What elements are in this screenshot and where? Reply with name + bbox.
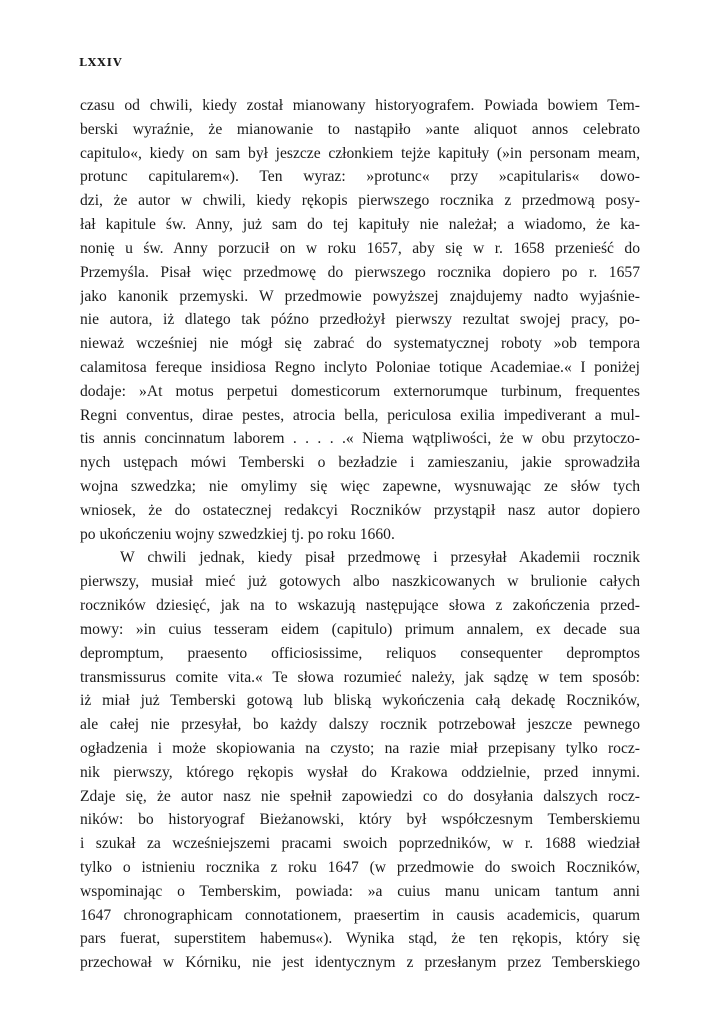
text-line: mowy: »in cuius tesseram eidem (capitulo) primum annalem, ex decade sua (80, 620, 640, 638)
text-line: Zdaje się, że autor nasz nie spełnił zapowiedzi co do dosyłania dalszych rocz- (80, 787, 640, 805)
text-line: ale całej nie przesyłał, bo każdy dalszy rocznik potrzebował jeszcze pewnego (80, 716, 640, 734)
text-line: wojna szwedzka; nie omylimy się więc zapewne, wysnuwając ze słów tych (80, 478, 640, 495)
text-line: nonię u św. Anny porzucił on w roku 1657, aby się w r. 1658 przenieść do (80, 239, 640, 257)
text-line: po ukończeniu wojny szwedzkiej tj. po roku 1660. (80, 525, 395, 543)
text-line: nie autora, iż dlatego tak późno przedłożył pierwszy rezultat swojej pracy, po- (80, 311, 640, 329)
page-number: LXXIV (79, 56, 123, 69)
text-line: Przemyśla. Pisał więc przedmowę do pierwszego rocznika dopiero po r. 1657 (80, 263, 640, 281)
text-line: iż miał już Temberski gotową lub bliską wykończenia całą dekadę Roczników, (80, 692, 640, 710)
text-line: depromptum, praesento officiosissime, reliquos consequenter depromptos (80, 644, 640, 662)
text-line: nik pierwszy, którego rękopis wysłał do Krakowa oddzielnie, przed innymi. (80, 763, 640, 781)
text-line: łał kapitule św. Anny, już sam do tej kapituły nie należał; a wiadomo, że ka- (80, 216, 640, 234)
text-line: protunc capitularem«). Ten wyraz: »protunc« przy »capitularis« dowo- (80, 168, 640, 186)
text-line: pierwszy, musiał mieć już gotowych albo naszkicowanych w brulionie całych (80, 573, 640, 591)
text-line: ników: bo historyograf Bieżanowski, który był współczesnym Temberskiemu (80, 811, 640, 829)
text-line: calamitosa fereque insidiosa Regno inclyto Poloniae totique Academiae.« I poniżej (80, 358, 640, 376)
text-line: pars fuerat, superstitem habemus«). Wynika stąd, że ten rękopis, który się (80, 930, 640, 948)
paragraph-start-line: W chwili jednak, kiedy pisał przedmowę i przesyłał Akademii rocznik (120, 549, 640, 567)
text-line: wniosek, że do ostatecznej redakcyi Roczników przystąpił nasz autor dopiero (80, 501, 640, 519)
text-line: berski wyraźnie, że mianowanie to nastąpiło »ante aliquot annos celebrato (80, 120, 640, 138)
body-text (80, 94, 640, 975)
text-line: wspominając o Temberskim, powiada: »a cuius manu unicam tantum anni (80, 882, 640, 900)
text-line: jako kanonik przemyski. W przedmowie powyższej znajdujemy nadto wyjaśnie- (80, 287, 640, 305)
text-line: ogładzenia i może skopiowania na czysto; na razie miał przepisany tylko rocz- (80, 739, 640, 757)
text-line: tis annis concinnatum laborem . . . . .« Niema wątpliwości, że w obu przytoczo- (80, 430, 640, 448)
text-line: dzi, że autor w chwili, kiedy rękopis pierwszego rocznika z przedmową posy- (80, 192, 640, 210)
text-line: nieważ wcześniej nie mógł się zabrać do systematycznej roboty »ob tempora (80, 335, 640, 353)
text-line: capitulo«, kiedy on sam był jeszcze członkiem tejże kapituły (»in personam meam, (80, 144, 640, 162)
text-line: i szukał za wcześniejszemi pracami swoich poprzedników, w r. 1688 wiedział (80, 835, 640, 853)
text-line: tylko o istnieniu rocznika z roku 1647 (w przedmowie do swoich Roczników, (80, 859, 640, 876)
text-line: transmissurus comite vita.« Te słowa rozumieć należy, jak sądzę w tem sposób: (80, 668, 640, 686)
text-line: Regni conventus, dirae pestes, atrocia bella, periculosa exilia impediverant a mul- (80, 406, 640, 424)
text-line: przechował w Kórniku, nie jest identycznym z przesłanym przez Temberskiego (80, 954, 640, 972)
text-line: 1647 chronographicam connotationem, praesertim in causis academicis, quarum (80, 906, 640, 924)
text-line: roczników dziesięć, jak na to wskazują następujące słowa z zakończenia przed- (80, 597, 640, 615)
text-line: czasu od chwili, kiedy został mianowany historyografem. Powiada bowiem Tem- (80, 97, 640, 114)
text-line: nych ustępach mówi Temberski o bezładzie i zamieszaniu, jakie sprowadziła (80, 454, 640, 472)
text-line: dodaje: »At motus perpetui domesticorum externorumque turbinum, frequentes (80, 382, 640, 400)
